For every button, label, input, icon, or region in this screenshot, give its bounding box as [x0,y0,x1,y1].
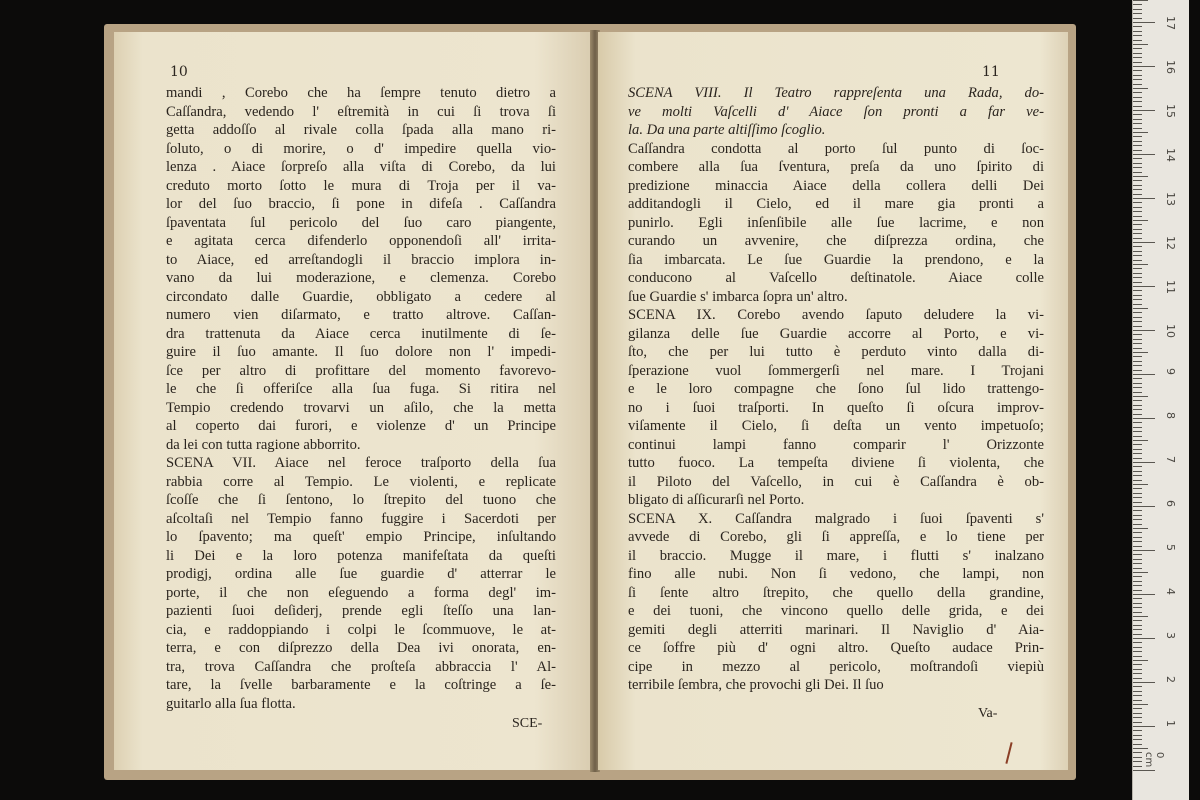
text-line: ſoluto, o di morire, o d' impedire quella vio- [166,140,556,157]
ruler-tick [1133,546,1142,547]
right-page [598,32,1068,770]
text-line: SCENA VII. Aiace nel feroce traſporto della ſua [166,455,556,471]
ruler-tick [1133,493,1142,494]
text-line: e agitata cerca difenderlo opponendoſi all' irrita- [166,233,556,249]
ruler-tick [1133,154,1155,155]
text-line: SCENA X. Caſſandra malgrado i ſuoi ſpaventi s' [628,510,1044,527]
ruler-tick [1133,554,1142,555]
ruler-tick [1133,598,1142,599]
ruler-tick [1133,88,1148,89]
text-line: bligato di aſſicurarſi nel Porto. [628,492,805,508]
text-line: predizione minaccia Aiace della collera delli Dei [628,177,1044,194]
right-catchword: Va- [978,706,998,721]
ruler-tick [1133,761,1142,762]
ruler-tick [1133,471,1142,472]
ruler-tick [1133,9,1142,10]
text-line: ſperazione vuol ſommergerſi nel mare. I Trojani [628,362,1044,379]
ruler-tick [1133,572,1148,573]
ruler-tick [1133,75,1142,76]
ruler-tick [1133,440,1148,441]
text-line: lor del ſuo braccio, ſi pone in difeſa . Caſſandra [166,196,556,212]
ruler-tick [1133,669,1142,670]
ruler-tick [1133,378,1142,379]
text-line: rabbia corre al Tempio. Le violenti, e replicate [166,473,556,490]
ruler-tick [1133,321,1142,322]
ruler-tick [1133,224,1142,225]
ruler-tick [1133,268,1142,269]
ruler-tick [1133,427,1142,428]
text-line: e dei tuoni, che vincono quello delle grida, e dei [628,603,1044,619]
ruler-tick [1133,295,1142,296]
text-line: terribile ſembra, che provochi gli Dei. Il ſuo [628,677,884,693]
ruler-tick [1133,436,1142,437]
ruler-tick [1133,79,1142,80]
text-line: guitarlo alla ſua flotta. [166,695,296,712]
ruler-tick [1133,326,1142,327]
ruler-tick [1133,686,1142,687]
ruler-tick [1133,361,1142,362]
ruler-number: 12 [1164,236,1177,250]
ruler-tick [1133,84,1142,85]
text-line: le che ſi offeriſce alla ſua fuga. Si ritira nel [166,381,556,397]
ruler-number: 7 [1164,456,1177,463]
ruler-tick [1133,189,1142,190]
ruler-tick [1133,563,1142,564]
ruler-tick [1133,616,1148,617]
ruler-tick [1133,299,1142,300]
ruler-tick [1133,726,1155,727]
ruler-tick [1133,422,1142,423]
ruler-tick [1133,180,1142,181]
ruler-tick [1133,172,1142,173]
text-line: Caſſandra, vedendo l' eſtremità in cui ſi trova ſi [166,103,556,120]
ruler-tick [1133,678,1142,679]
ruler-tick [1133,339,1142,340]
ruler-tick [1133,185,1142,186]
ruler-number: 17 [1164,16,1177,30]
text-line: viſamente il Cielo, ſi deſta un vento impetuoſo; [628,418,1044,434]
ruler-tick [1133,282,1142,283]
text-line: circondato dalle Guardie, obbligato a cedere al [166,288,556,305]
text-line: li Dei e la loro potenza manifeſtata da queſti [166,547,556,564]
text-line: ve molti Vaſcelli d' Aiace ſon pronti a far ve- [628,103,1044,120]
ruler-tick [1133,603,1142,604]
text-line: Caſſandra condotta al porto ſul punto di ſoc- [628,140,1044,157]
ruler-tick [1133,656,1142,657]
text-line: da lei con tutta ragione abborrito. [166,436,361,453]
ruler-tick [1133,757,1142,758]
ruler-tick [1133,462,1155,463]
ruler-tick [1133,475,1142,476]
ruler-tick [1133,752,1142,753]
ruler-tick [1133,506,1155,507]
ruler-tick [1133,136,1142,137]
ruler-tick [1133,150,1142,151]
ruler-tick [1133,255,1142,256]
ruler-tick [1133,735,1142,736]
text-line: il Piloto del Vaſcello, in cui è Caſſandra è ob- [628,473,1044,490]
ruler-tick [1133,444,1142,445]
ruler-tick [1133,620,1142,621]
text-line: SCENA IX. Corebo avendo ſaputo deludere la vi- [628,307,1044,323]
text-line: conducono al Vaſcello deſtinatole. Aiace colle [628,270,1044,286]
ruler-tick [1133,370,1142,371]
ruler-tick [1133,431,1142,432]
ruler-tick [1133,466,1142,467]
ruler-tick [1133,13,1142,14]
ruler-tick [1133,141,1142,142]
ruler-tick [1133,198,1155,199]
ruler-tick [1133,207,1142,208]
text-line: lo ſpavento; ma queſt' empio Principe, inſultando [166,529,556,545]
ruler-tick [1133,708,1142,709]
ruler-tick [1133,585,1142,586]
ruler-tick [1133,651,1142,652]
ruler-tick [1133,4,1142,5]
ruler-tick [1133,576,1142,577]
text-line: ſia imbarcata. Le ſue Guardie la prendono, e la [628,251,1044,268]
ruler-tick [1133,251,1142,252]
ruler-tick [1133,673,1142,674]
text-line: ſpaventata ſul pericolo del ſuo caro piangente, [166,214,556,231]
ruler-number: 3 [1164,632,1177,639]
ruler-tick [1133,216,1142,217]
ruler-tick [1133,132,1148,133]
ruler-tick [1133,612,1142,613]
ruler-tick [1133,31,1142,32]
ruler-unit-label: 0 cm [1143,752,1165,768]
text-line: guire il ſuo amante. Il ſuo dolore non l' impedi- [166,344,556,360]
text-line: Tempio credendo trovarvi un aſilo, che la metta [166,399,556,416]
ruler-tick [1133,748,1148,749]
text-line: getta addoſſo al rivale colla ſpada alla mano ri- [166,122,556,138]
text-line: gilanza delle ſue Guardie accorre al Porto, e vi- [628,325,1044,342]
ruler-tick [1133,488,1142,489]
ruler-tick [1133,158,1142,159]
ruler-tick [1133,730,1142,731]
ruler-tick [1133,242,1155,243]
ruler-tick [1133,348,1142,349]
ruler-tick [1133,695,1142,696]
left-page-text [166,84,556,713]
ruler-tick [1133,260,1142,261]
ruler-tick [1133,119,1142,120]
ruler-tick [1133,392,1142,393]
ruler-tick [1133,414,1142,415]
ruler-tick [1133,97,1142,98]
ruler-tick [1133,502,1142,503]
ruler-tick [1133,634,1142,635]
ruler-tick [1133,700,1142,701]
ruler-tick [1133,510,1142,511]
text-line: la. Da una parte altiſſimo ſcoglio. [628,122,826,138]
ruler-tick [1133,519,1142,520]
ruler-tick [1133,273,1142,274]
text-line: to Aiace, ed arreſtandogli il braccio implora in- [166,251,556,268]
ruler-tick [1133,114,1142,115]
text-line: curando un avvenire, che diſprezza ordina, che [628,233,1044,249]
ruler-number: 2 [1164,676,1177,683]
ruler-tick [1133,607,1142,608]
ruler-tick [1133,92,1142,93]
ruler-tick [1133,167,1142,168]
ruler-tick [1133,0,1148,1]
text-line: porte, il che non eſeguendo a forma degl' im- [166,584,556,601]
ruler-tick [1133,246,1142,247]
ruler-tick [1133,229,1142,230]
ruler-tick [1133,128,1142,129]
text-line: mandi , Corebo che ha ſempre tenuto dietro a [166,85,556,101]
ruler-tick [1133,70,1142,71]
right-page-text [628,84,1044,695]
ruler-tick [1133,409,1142,410]
ruler-tick [1133,766,1142,767]
ruler-number: 13 [1164,192,1177,206]
ruler-tick [1133,18,1142,19]
ruler-tick [1133,53,1142,54]
ruler-tick [1133,405,1142,406]
ruler-tick [1133,317,1142,318]
ruler-tick [1133,110,1155,111]
ruler-tick [1133,400,1142,401]
text-line: numero vien diſarmato, e tratto altrove. Caſſan- [166,307,556,323]
text-line: cipe in mezzo al pericolo, moſtrandoſi viepiù [628,658,1044,675]
text-line: tare, la ſvelle barbaramente e la coſtringe a ſe- [166,677,556,693]
ruler-tick [1133,44,1148,45]
ruler-tick [1133,22,1155,23]
ruler-tick [1133,594,1155,595]
text-line: aſcoltaſi nel Tempio fanno fuggire i Sacerdoti per [166,510,556,527]
text-line: combere alla ſua ſventura, preſa da uno ſpirito di [628,159,1044,175]
ruler-tick [1133,286,1155,287]
ruler-tick [1133,770,1155,771]
ruler-tick [1133,638,1155,639]
ruler-number: 6 [1164,500,1177,507]
ruler-tick [1133,418,1155,419]
text-line: punirlo. Egli inſenſibile alle ſue lacrime, e non [628,214,1044,231]
ruler-tick [1133,383,1142,384]
ruler-tick [1133,682,1155,683]
ruler-tick [1133,717,1142,718]
ruler-tick [1133,330,1155,331]
text-line: e le loro compagne che ſono ſul lido trattengo- [628,381,1044,397]
ruler-tick [1133,264,1148,265]
ruler-tick [1133,123,1142,124]
ruler-tick [1133,528,1148,529]
ruler-tick [1133,356,1142,357]
text-line: ſcoſſe che ſi ſentono, lo ſtrepito del tuono che [166,492,556,508]
ruler-tick [1133,35,1142,36]
text-line: avvede di Corebo, gli ſi appreſſa, e lo tiene per [628,529,1044,545]
ruler-tick [1133,524,1142,525]
ruler-tick [1133,625,1142,626]
text-line: dra trattenuta da Aiace cerca inutilmente di ſe- [166,325,556,342]
ruler-tick [1133,396,1148,397]
text-line: terra, e con diſprezzo della Dea ivi onorata, en- [166,640,556,656]
ruler-tick [1133,334,1142,335]
ruler-tick [1133,194,1142,195]
text-line: additandogli il Cielo, ed il mare gia pronti a [628,196,1044,212]
ruler-tick [1133,352,1148,353]
text-line: continui lampi fanno comparir l' Orizzonte [628,436,1044,453]
ruler-tick [1133,40,1142,41]
text-line: ſto, che per lui tutto è perduto vinto dalla di- [628,344,1044,360]
ruler-tick [1133,537,1142,538]
ruler-tick [1133,453,1142,454]
ruler-tick [1133,220,1148,221]
text-line: tra, trova Caſſandra che proſteſa abbraccia l' Al- [166,658,556,675]
text-line: ſce per altro di profittare del momento favorevo- [166,362,556,379]
ruler-tick [1133,691,1142,692]
text-line: pazienti ſuoi deſiderj, prende egli ſteſſo una lan- [166,603,556,619]
ruler-tick [1133,484,1148,485]
ruler-tick [1133,642,1142,643]
ruler-number: 9 [1164,368,1177,375]
ruler-tick [1133,312,1142,313]
ruler-tick [1133,387,1142,388]
left-catchword: SCE- [512,716,543,731]
ruler-tick [1133,449,1142,450]
ruler-number: 4 [1164,588,1177,595]
ruler-tick [1133,497,1142,498]
ruler-tick [1133,238,1142,239]
ruler-tick [1133,176,1148,177]
text-line: ce ſoffre più d' ogni altro. Queſto audace Prin- [628,640,1044,656]
text-line: cia, e raddoppiando i colpi le ſcommuove, le at- [166,621,556,638]
text-line: il braccio. Mugge il mare, i flutti s' inalzano [628,547,1044,564]
ruler-tick [1133,722,1142,723]
left-page [114,32,592,770]
ruler-tick [1133,744,1142,745]
text-line: ſi ſente altro ſtrepito, che quello della grandine, [628,584,1044,601]
ruler-tick [1133,66,1155,67]
ruler-tick [1133,304,1142,305]
ruler-tick [1133,26,1142,27]
ruler-number: 5 [1164,544,1177,551]
ruler-tick [1133,145,1142,146]
ruler-number: 1 [1164,720,1177,727]
ruler-tick [1133,202,1142,203]
ruler-tick [1133,581,1142,582]
text-line: gemiti degli atterriti marinari. Il Naviglio d' Aia- [628,621,1044,638]
ruler-tick [1133,458,1142,459]
text-line: prodigj, ordina alle ſue guardie d' atterrar le [166,566,556,582]
ruler-tick [1133,62,1142,63]
text-line: ſue Guardie s' imbarca ſopra un' altro. [628,288,848,305]
text-line: lenza . Aiace ſorpreſo alla viſta di Corebo, da lui [166,159,556,175]
ruler-number: 15 [1164,104,1177,118]
ruler-tick [1133,233,1142,234]
ruler-tick [1133,277,1142,278]
ruler-number: 14 [1164,148,1177,162]
ruler-tick [1133,343,1142,344]
ruler-tick [1133,629,1142,630]
ruler-number: 11 [1164,280,1177,294]
ruler-tick [1133,713,1142,714]
ruler-tick [1133,480,1142,481]
ruler-tick [1133,739,1142,740]
text-line: fino alle nubi. Non ſi vedono, che lampi, non [628,566,1044,582]
ruler-tick [1133,590,1142,591]
ruler-tick [1133,568,1142,569]
ruler-tick [1133,515,1142,516]
ruler-tick [1133,704,1148,705]
ruler-tick [1133,374,1155,375]
ruler-tick [1133,550,1155,551]
right-page-number: 11 [982,64,1000,80]
ruler-tick [1133,559,1142,560]
ruler-tick [1133,541,1142,542]
open-book [104,24,1076,780]
ruler-tick [1133,532,1142,533]
text-line: al coperto dai furori, e violenze d' un Principe [166,418,556,434]
text-line: no i ſuoi traſporti. In queſto ſi oſcura improv- [628,399,1044,416]
ruler-tick [1133,290,1142,291]
ruler-tick [1133,647,1142,648]
measurement-ruler [1132,0,1189,800]
ruler-tick [1133,57,1142,58]
ruler-tick [1133,48,1142,49]
ruler-tick [1133,664,1142,665]
text-line: creduto morto ſotto le mura di Troja per il va- [166,177,556,194]
ruler-tick [1133,101,1142,102]
ruler-tick [1133,211,1142,212]
ruler-tick [1133,365,1142,366]
ruler-tick [1133,660,1148,661]
ruler-number: 16 [1164,60,1177,74]
ruler-number: 10 [1164,324,1177,338]
ruler-tick [1133,308,1148,309]
ruler-tick [1133,163,1142,164]
text-line: tutto fuoco. La tempeſta diviene ſi violenta, che [628,455,1044,471]
text-line: vano da lui moderazione, e clemenza. Corebo [166,270,556,286]
ruler-number: 8 [1164,412,1177,419]
text-line: SCENA VIII. Il Teatro rappreſenta una Rada, do- [628,85,1044,101]
left-page-number: 10 [170,64,188,80]
ruler-tick [1133,106,1142,107]
